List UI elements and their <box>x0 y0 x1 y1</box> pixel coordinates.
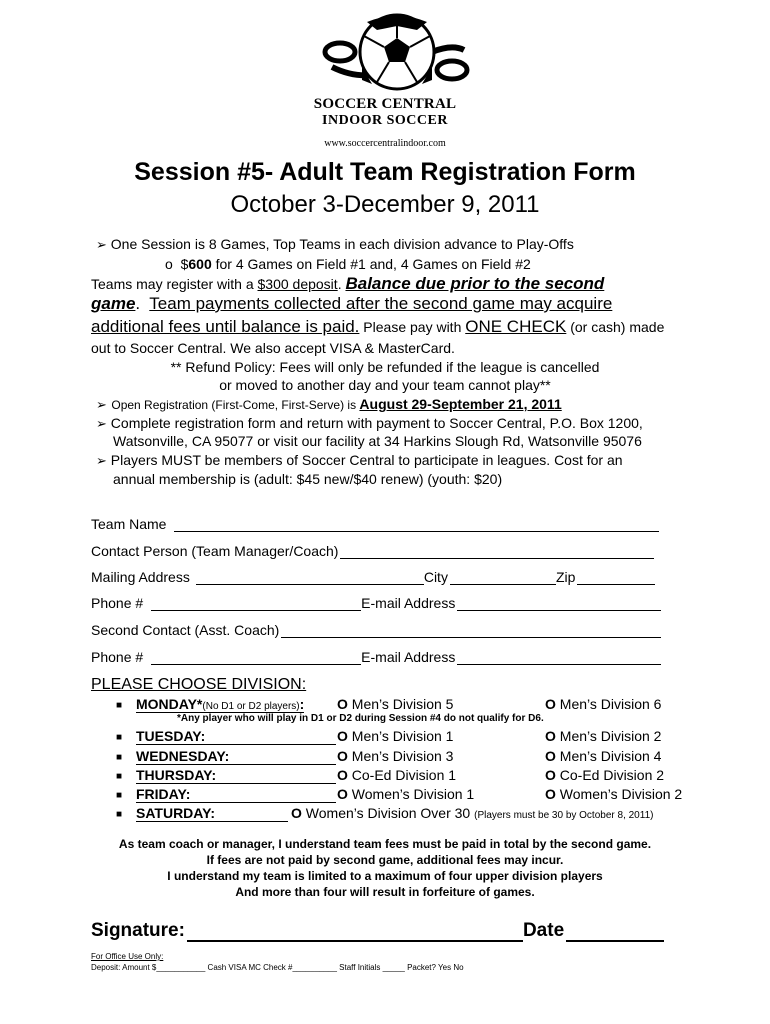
division-note: *Any player who will play in D1 or D2 during Session #4 do not qualify for D6. <box>177 713 544 724</box>
arrow-bullet-icon: ➢ <box>96 416 107 431</box>
contact-person-field[interactable]: Contact Person (Team Manager/Coach) <box>91 543 654 559</box>
option-mens-division-1[interactable]: O Men’s Division 1 <box>337 728 454 744</box>
info-payments: game. Team payments collected after the second game may acquire <box>91 294 613 313</box>
option-mens-division-2[interactable]: O Men’s Division 2 <box>545 728 662 744</box>
square-bullet-icon: ■ <box>116 789 123 801</box>
radio-circle-icon[interactable]: O <box>545 767 556 783</box>
option-womens-division-over-30[interactable]: O Women’s Division Over 30 (Players must be 30 by October 8, 2011) <box>291 805 654 821</box>
radio-circle-icon[interactable]: O <box>337 748 348 764</box>
mailing-address-input[interactable] <box>196 570 424 585</box>
division-row-friday: ■ FRIDAY: <box>116 786 336 803</box>
signature-row <box>91 920 664 942</box>
radio-circle-icon[interactable]: O <box>545 728 556 744</box>
option-mens-division-6[interactable]: O Men’s Division 6 <box>545 696 662 712</box>
refund-policy-2: or moved to another day and your team cannot play** <box>219 377 551 393</box>
form-title: Session #5- Adult Team Registration Form <box>134 158 636 186</box>
option-womens-division-2[interactable]: O Women’s Division 2 <box>545 786 683 802</box>
info-players-2: annual membership is (adult: $45 new/$40 renew) (youth: $20) <box>113 471 503 487</box>
option-mens-division-4[interactable]: O Men’s Division 4 <box>545 748 662 764</box>
division-heading: PLEASE CHOOSE DIVISION: <box>91 676 307 693</box>
division-row-tuesday: ■ TUESDAY: <box>116 728 336 745</box>
contact-person-input[interactable] <box>340 544 654 559</box>
statement-line-1: As team coach or manager, I understand team fees must be paid in total by the second game. <box>118 837 652 851</box>
arrow-bullet-icon: ➢ <box>96 453 107 468</box>
option-coed-division-1[interactable]: O Co-Ed Division 1 <box>337 767 457 783</box>
phone-input[interactable] <box>151 596 361 611</box>
info-complete-2: Watsonville, CA 95077 or visit our facility at 34 Harkins Slough Rd, Watsonville 95076 <box>113 433 642 449</box>
price-amount: 600 <box>188 256 212 272</box>
signature-input[interactable] <box>187 922 523 942</box>
phone-2-input[interactable] <box>151 650 361 665</box>
square-bullet-icon: ■ <box>116 751 123 763</box>
division-row-wednesday: ■ WEDNESDAY: <box>116 748 336 765</box>
team-name-input[interactable] <box>174 517 659 532</box>
arrow-bullet-icon: ➢ <box>96 237 107 252</box>
signature-label: Signature: <box>91 920 185 941</box>
second-contact-field[interactable]: Second Contact (Asst. Coach) <box>91 622 661 638</box>
email-2-input[interactable] <box>457 650 661 665</box>
option-womens-division-1[interactable]: O Women’s Division 1 <box>337 786 475 802</box>
statement-line-3: I understand my team is limited to a maximum of four upper division players <box>167 869 603 883</box>
statement-line-4: And more than four will result in forfeiture of games. <box>235 885 535 899</box>
division-row-thursday: ■ THURSDAY: <box>116 767 336 784</box>
refund-policy-1: ** Refund Policy: Fees will only be refunded if the league is cancelled <box>170 359 600 375</box>
phone-2-field[interactable]: Phone # E-mail Address <box>91 649 661 665</box>
zip-input[interactable] <box>577 570 655 585</box>
radio-circle-icon[interactable]: O <box>337 728 348 744</box>
option-mens-division-3[interactable]: O Men’s Division 3 <box>337 748 454 764</box>
balance-due: Balance due prior to the second <box>345 274 605 293</box>
info-fees: additional fees until balance is paid. Please pay with ONE CHECK (or cash) made <box>91 317 665 336</box>
team-name-field[interactable]: Team Name <box>91 516 659 532</box>
brand-tagline: INDOOR SOCCER <box>322 113 448 128</box>
radio-circle-icon[interactable]: O <box>337 696 348 712</box>
square-bullet-icon: ■ <box>116 699 123 711</box>
phone-field[interactable]: Phone # E-mail Address <box>91 595 661 611</box>
date-label: Date <box>522 920 565 941</box>
info-out-to: out to Soccer Central. We also accept VISA & MasterCard. <box>91 340 455 356</box>
division-row-monday: ■ MONDAY*(No D1 or D2 players): <box>116 696 305 712</box>
info-open-registration: ➢ Open Registration (First-Come, First-Serve) is August 29-September 21, 2011 <box>96 396 562 412</box>
radio-circle-icon[interactable]: O <box>545 696 556 712</box>
info-games: ➢ One Session is 8 Games, Top Teams in each division advance to Play-Offs <box>96 236 574 252</box>
info-deposit: Teams may register with a $300 deposit. Balance due prior to the second <box>91 274 605 293</box>
square-bullet-icon: ■ <box>116 770 123 782</box>
square-bullet-icon: ■ <box>116 731 123 743</box>
session-dates: October 3-December 9, 2011 <box>230 191 540 218</box>
radio-circle-icon[interactable]: O <box>545 786 556 802</box>
city-input[interactable] <box>450 570 556 585</box>
office-use-row: Deposit: Amount $___________ Cash VISA MC Check #__________ Staff Initials _____ Packet? Yes No <box>91 963 464 972</box>
radio-circle-icon[interactable]: O <box>291 805 302 821</box>
option-mens-division-5[interactable]: O Men’s Division 5 <box>337 696 454 712</box>
info-players-1: ➢ Players MUST be members of Soccer Central to participate in leagues. Cost for an <box>96 452 623 468</box>
email-input[interactable] <box>457 596 661 611</box>
info-complete-1: ➢ Complete registration form and return with payment to Soccer Central, P.O. Box 1200, <box>96 415 643 431</box>
info-price: o $600 for 4 Games on Field #1 and, 4 Games on Field #2 <box>165 256 531 272</box>
date-input[interactable] <box>566 922 664 942</box>
mailing-address-field[interactable]: Mailing Address City Zip <box>91 569 655 585</box>
website-url: www.soccercentralindoor.com <box>324 138 446 149</box>
radio-circle-icon[interactable]: O <box>337 786 348 802</box>
second-contact-input[interactable] <box>281 623 661 638</box>
arrow-bullet-icon: ➢ <box>96 397 107 412</box>
statement-line-2: If fees are not paid by second game, additional fees may incur. <box>206 853 564 867</box>
office-use-heading: For Office Use Only: <box>91 952 164 961</box>
radio-circle-icon[interactable]: O <box>545 748 556 764</box>
square-bullet-icon: ■ <box>116 808 123 820</box>
option-coed-division-2[interactable]: O Co-Ed Division 2 <box>545 767 665 783</box>
radio-circle-icon[interactable]: O <box>337 767 348 783</box>
division-row-saturday: ■ SATURDAY: <box>116 805 288 822</box>
sub-bullet-icon: o <box>165 256 173 272</box>
brand-name: SOCCER CENTRAL <box>313 96 457 112</box>
